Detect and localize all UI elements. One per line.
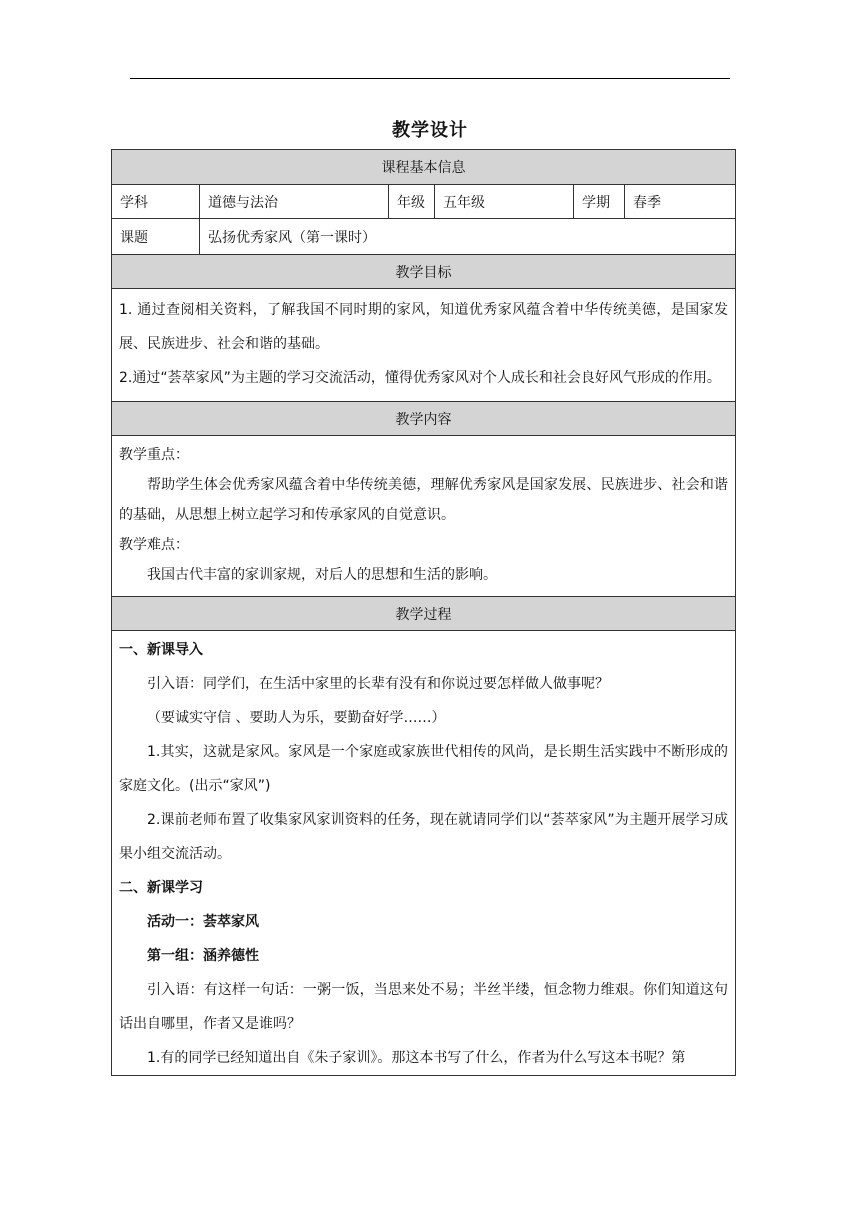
process-point-2: 2.课前老师布置了收集家风家训资料的任务，现在就请同学们以“荟萃家风”为主题开展学习成果小组交流活动。: [119, 812, 728, 862]
grade-value: 五年级: [434, 185, 573, 218]
topic-row: [112, 218, 735, 254]
activity-1-title: 活动一：荟萃家风: [147, 914, 259, 930]
course-info-row: [112, 184, 735, 218]
process-body: [112, 631, 735, 1075]
goals-row: [112, 288, 735, 401]
process-row: [112, 630, 735, 1075]
content-row: [112, 435, 735, 596]
grade-label: 年级: [388, 185, 434, 218]
goal-item-2: 2.通过“荟萃家风”为主题的学习交流活动，懂得优秀家风对个人成长和社会良好风气形成的作用。: [119, 370, 721, 386]
group-1-intro: 引入语：有这样一句话：一粥一饭，当思来处不易；半丝半缕，恒念物力维艰。你们知道这句话出自哪里，作者又是谁吗？: [119, 982, 728, 1032]
term-label: 学期: [573, 185, 624, 218]
intro-question: 引入语：同学们，在生活中家里的长辈有没有和你说过要怎样做人做事呢？: [147, 676, 609, 692]
content-body: [112, 436, 735, 596]
section-header-content: [112, 401, 735, 435]
key-point-text: 帮助学生体会优秀家风蕴含着中华传统美德，理解优秀家风是国家发展、民族进步、社会和谐的基础，从思想上树立起学习和传承家风的自觉意识。: [119, 477, 728, 523]
section-header-goals: [112, 254, 735, 288]
process-header: 教学过程: [395, 606, 452, 623]
section-header-course-info: [112, 150, 735, 184]
topic-label: 课题: [120, 229, 148, 246]
topic-value: 弘扬优秀家风（第一课时）: [199, 219, 735, 254]
group-1-point-1: 1.有的同学已经知道出自《朱子家训》。那这本书写了什么，作者为什么写这本书呢？第: [147, 1050, 686, 1066]
difficulty-label: 教学难点：: [119, 537, 189, 553]
goals-body: [112, 289, 735, 401]
goal-item-1: 1. 通过查阅相关资料，了解我国不同时期的家风，知道优秀家风蕴含着中华传统美德，是国家发展、民族进步、社会和谐的基础。: [119, 302, 728, 352]
document-title: 教学设计: [392, 120, 468, 141]
key-point-label: 教学重点：: [119, 447, 189, 463]
section2-title: 二、新课学习: [119, 880, 203, 896]
lesson-plan-table: [111, 149, 736, 1076]
goals-header: 教学目标: [395, 264, 452, 281]
header-rule: [130, 78, 730, 79]
intro-answer: （要诚实守信 、要助人为乐，要勤奋好学……）: [147, 710, 446, 726]
content-header: 教学内容: [395, 411, 452, 428]
difficulty-text: 我国古代丰富的家训家规，对后人的思想和生活的影响。: [147, 567, 497, 583]
section-header-process: [112, 596, 735, 630]
term-value: 春季: [624, 185, 735, 218]
group-1-title: 第一组：涵养德性: [147, 948, 259, 964]
process-point-1: 1.其实，这就是家风。家风是一个家庭或家族世代相传的风尚，是长期生活实践中不断形成的家庭文化。(出示“家风”): [119, 744, 728, 794]
subject-label: 学科: [120, 194, 148, 211]
course-info-header: 课程基本信息: [381, 160, 466, 176]
section1-title: 一、新课导入: [119, 642, 203, 658]
subject-value: 道德与法治: [199, 185, 388, 218]
